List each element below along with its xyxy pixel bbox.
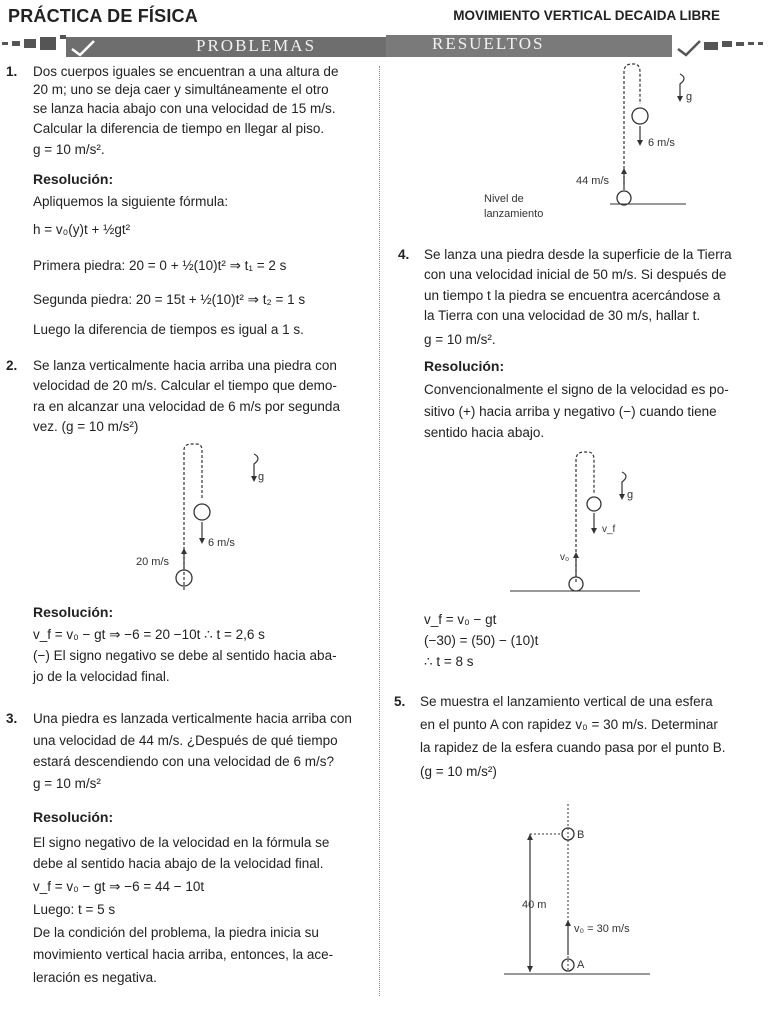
velocity-label: 6 m/s — [648, 137, 675, 149]
problem-4-text: sitivo (+) hacia arriba y negativo (−) cuando tiene — [424, 404, 717, 419]
problem-4-number: 4. — [398, 247, 410, 262]
point-a-label: A — [577, 959, 585, 971]
problem-2-line: velocidad de 20 m/s. Calcular el tiempo que demo- — [33, 378, 337, 393]
problem-1-text: Apliquemos la siguiente fórmula: — [33, 194, 229, 209]
problem-4-formula: ∴ t = 8 s — [424, 654, 474, 669]
section-banner — [0, 33, 768, 59]
problem-3-line: estará descendiendo con una velocidad de 6 m/s? — [33, 754, 334, 769]
initial-velocity-label: v₀ — [560, 552, 570, 563]
height-label: 40 m — [522, 899, 547, 911]
problem-4-line: un tiempo t la piedra se encuentra acercándose a — [424, 288, 721, 303]
problem-3-line: una velocidad de 44 m/s. ¿Después de qué tiempo — [33, 733, 338, 748]
problem-4-line: la Tierra con una velocidad de 30 m/s, hallar t. — [424, 308, 701, 323]
problem-3-gravity: g = 10 m/s² — [33, 776, 101, 791]
problem-5-number: 5. — [394, 694, 406, 709]
problem-1-gravity: g = 10 m/s². — [33, 142, 105, 157]
problem-3-text: El signo negativo de la velocidad en la fórmula se — [33, 835, 330, 850]
problem-4-text: Convencionalmente el signo de la velocidad es po- — [424, 382, 729, 397]
problem-5-line: la rapidez de la esfera cuando pasa por el punto B. — [420, 740, 726, 755]
initial-velocity-label: 44 m/s — [576, 175, 610, 187]
problem-3-line: Una piedra es lanzada verticalmente hacia arriba con — [33, 711, 352, 726]
problem-1-line: Calcular la diferencia de tiempo en llegar al piso. — [33, 121, 325, 136]
problem-3-formula: v_f = v₀ − gt ⇒ −6 = 44 − 10t — [33, 879, 205, 894]
velocity-label: 6 m/s — [208, 537, 235, 549]
problem-5-line: Se muestra el lanzamiento vertical de una esfera — [420, 694, 713, 709]
problem-3-figure — [480, 60, 720, 230]
problem-3-number: 3. — [6, 711, 18, 726]
column-divider — [379, 66, 380, 996]
problem-4-formula: (−30) = (50) − (10)t — [424, 633, 539, 648]
problem-1-line: Dos cuerpos iguales se encuentran a una altura de — [33, 64, 339, 79]
banner-decoration — [0, 33, 768, 59]
problem-5-figure — [500, 800, 660, 985]
gravity-label: g — [627, 489, 634, 501]
gravity-label: g — [686, 91, 693, 103]
problem-4-figure — [500, 448, 660, 598]
level-label: lanzamiento — [484, 208, 544, 220]
banner-right-text: RESUELTOS — [432, 34, 545, 53]
topic-title: MOVIMIENTO VERTICAL DECAIDA LIBRE — [453, 8, 720, 23]
problem-2-line: vez. (g = 10 m/s²) — [33, 419, 139, 434]
problem-1-number: 1. — [6, 64, 18, 79]
problem-1-resolution-heading: Resolución: — [33, 171, 114, 187]
problem-2-text: (−) El signo negativo se debe al sentido hacia aba- — [33, 648, 337, 663]
problem-4-gravity: g = 10 m/s². — [424, 332, 496, 347]
problem-3-text: De la condición del problema, la piedra inicia su — [33, 925, 319, 940]
problem-1-formula: h = v₀(y)t + ½gt² — [33, 222, 131, 237]
problem-3-text: movimiento vertical hacia arriba, entonces, la ace- — [33, 947, 334, 962]
point-b-label: B — [577, 829, 585, 841]
banner-left-text: PROBLEMAS — [196, 36, 317, 55]
problem-2-resolution-heading: Resolución: — [33, 604, 114, 620]
problem-1-line: 20 m; uno se deja caer y simultáneamente el otro — [33, 82, 329, 97]
problem-1-formula: Primera piedra: 20 = 0 + ½(10)t² ⇒ t₁ = 2 s — [33, 258, 287, 273]
problem-3-resolution-heading: Resolución: — [33, 809, 114, 825]
problem-3-text: leración es negativa. — [33, 970, 157, 985]
problem-1-line: se lanza hacia abajo con una velocidad de 15 m/s. — [33, 101, 336, 116]
page-title: PRÁCTICA DE FÍSICA — [8, 6, 198, 26]
problem-2-text: jo de la velocidad final. — [33, 669, 170, 684]
problem-4-text: sentido hacia abajo. — [424, 425, 545, 440]
gravity-label: g — [258, 471, 265, 483]
problem-2-figure — [120, 440, 300, 600]
initial-velocity-label: 20 m/s — [136, 556, 170, 568]
problem-3-text: debe al sentido hacia abajo de la velocidad final. — [33, 856, 324, 871]
level-label: Nivel de — [484, 193, 524, 205]
problem-2-line: ra en alcanzar una velocidad de 6 m/s por segunda — [33, 399, 340, 414]
final-velocity-label: v_f — [602, 524, 616, 535]
initial-velocity-label: v₀ = 30 m/s — [574, 923, 630, 935]
problem-1-conclusion: Luego la diferencia de tiempos es igual a 1 s. — [33, 322, 304, 337]
problem-1-formula: Segunda piedra: 20 = 15t + ½(10)t² ⇒ t₂ = 1 s — [33, 292, 306, 307]
problem-5-line: en el punto A con rapidez v₀ = 30 m/s. Determinar — [420, 717, 718, 732]
problem-2-number: 2. — [6, 358, 18, 373]
problem-4-resolution-heading: Resolución: — [424, 358, 505, 374]
problem-2-formula: v_f = v₀ − gt ⇒ −6 = 20 −10t ∴ t = 2,6 s — [33, 627, 265, 642]
problem-4-line: con una velocidad inicial de 50 m/s. Si después de — [424, 267, 727, 282]
problem-3-formula: Luego: t = 5 s — [33, 902, 116, 917]
problem-5-line: (g = 10 m/s²) — [420, 764, 497, 779]
problem-2-line: Se lanza verticalmente hacia arriba una piedra con — [33, 358, 337, 373]
problem-4-formula: v_f = v₀ − gt — [424, 612, 497, 627]
problem-4-line: Se lanza una piedra desde la superficie de la Tierra — [424, 247, 732, 262]
